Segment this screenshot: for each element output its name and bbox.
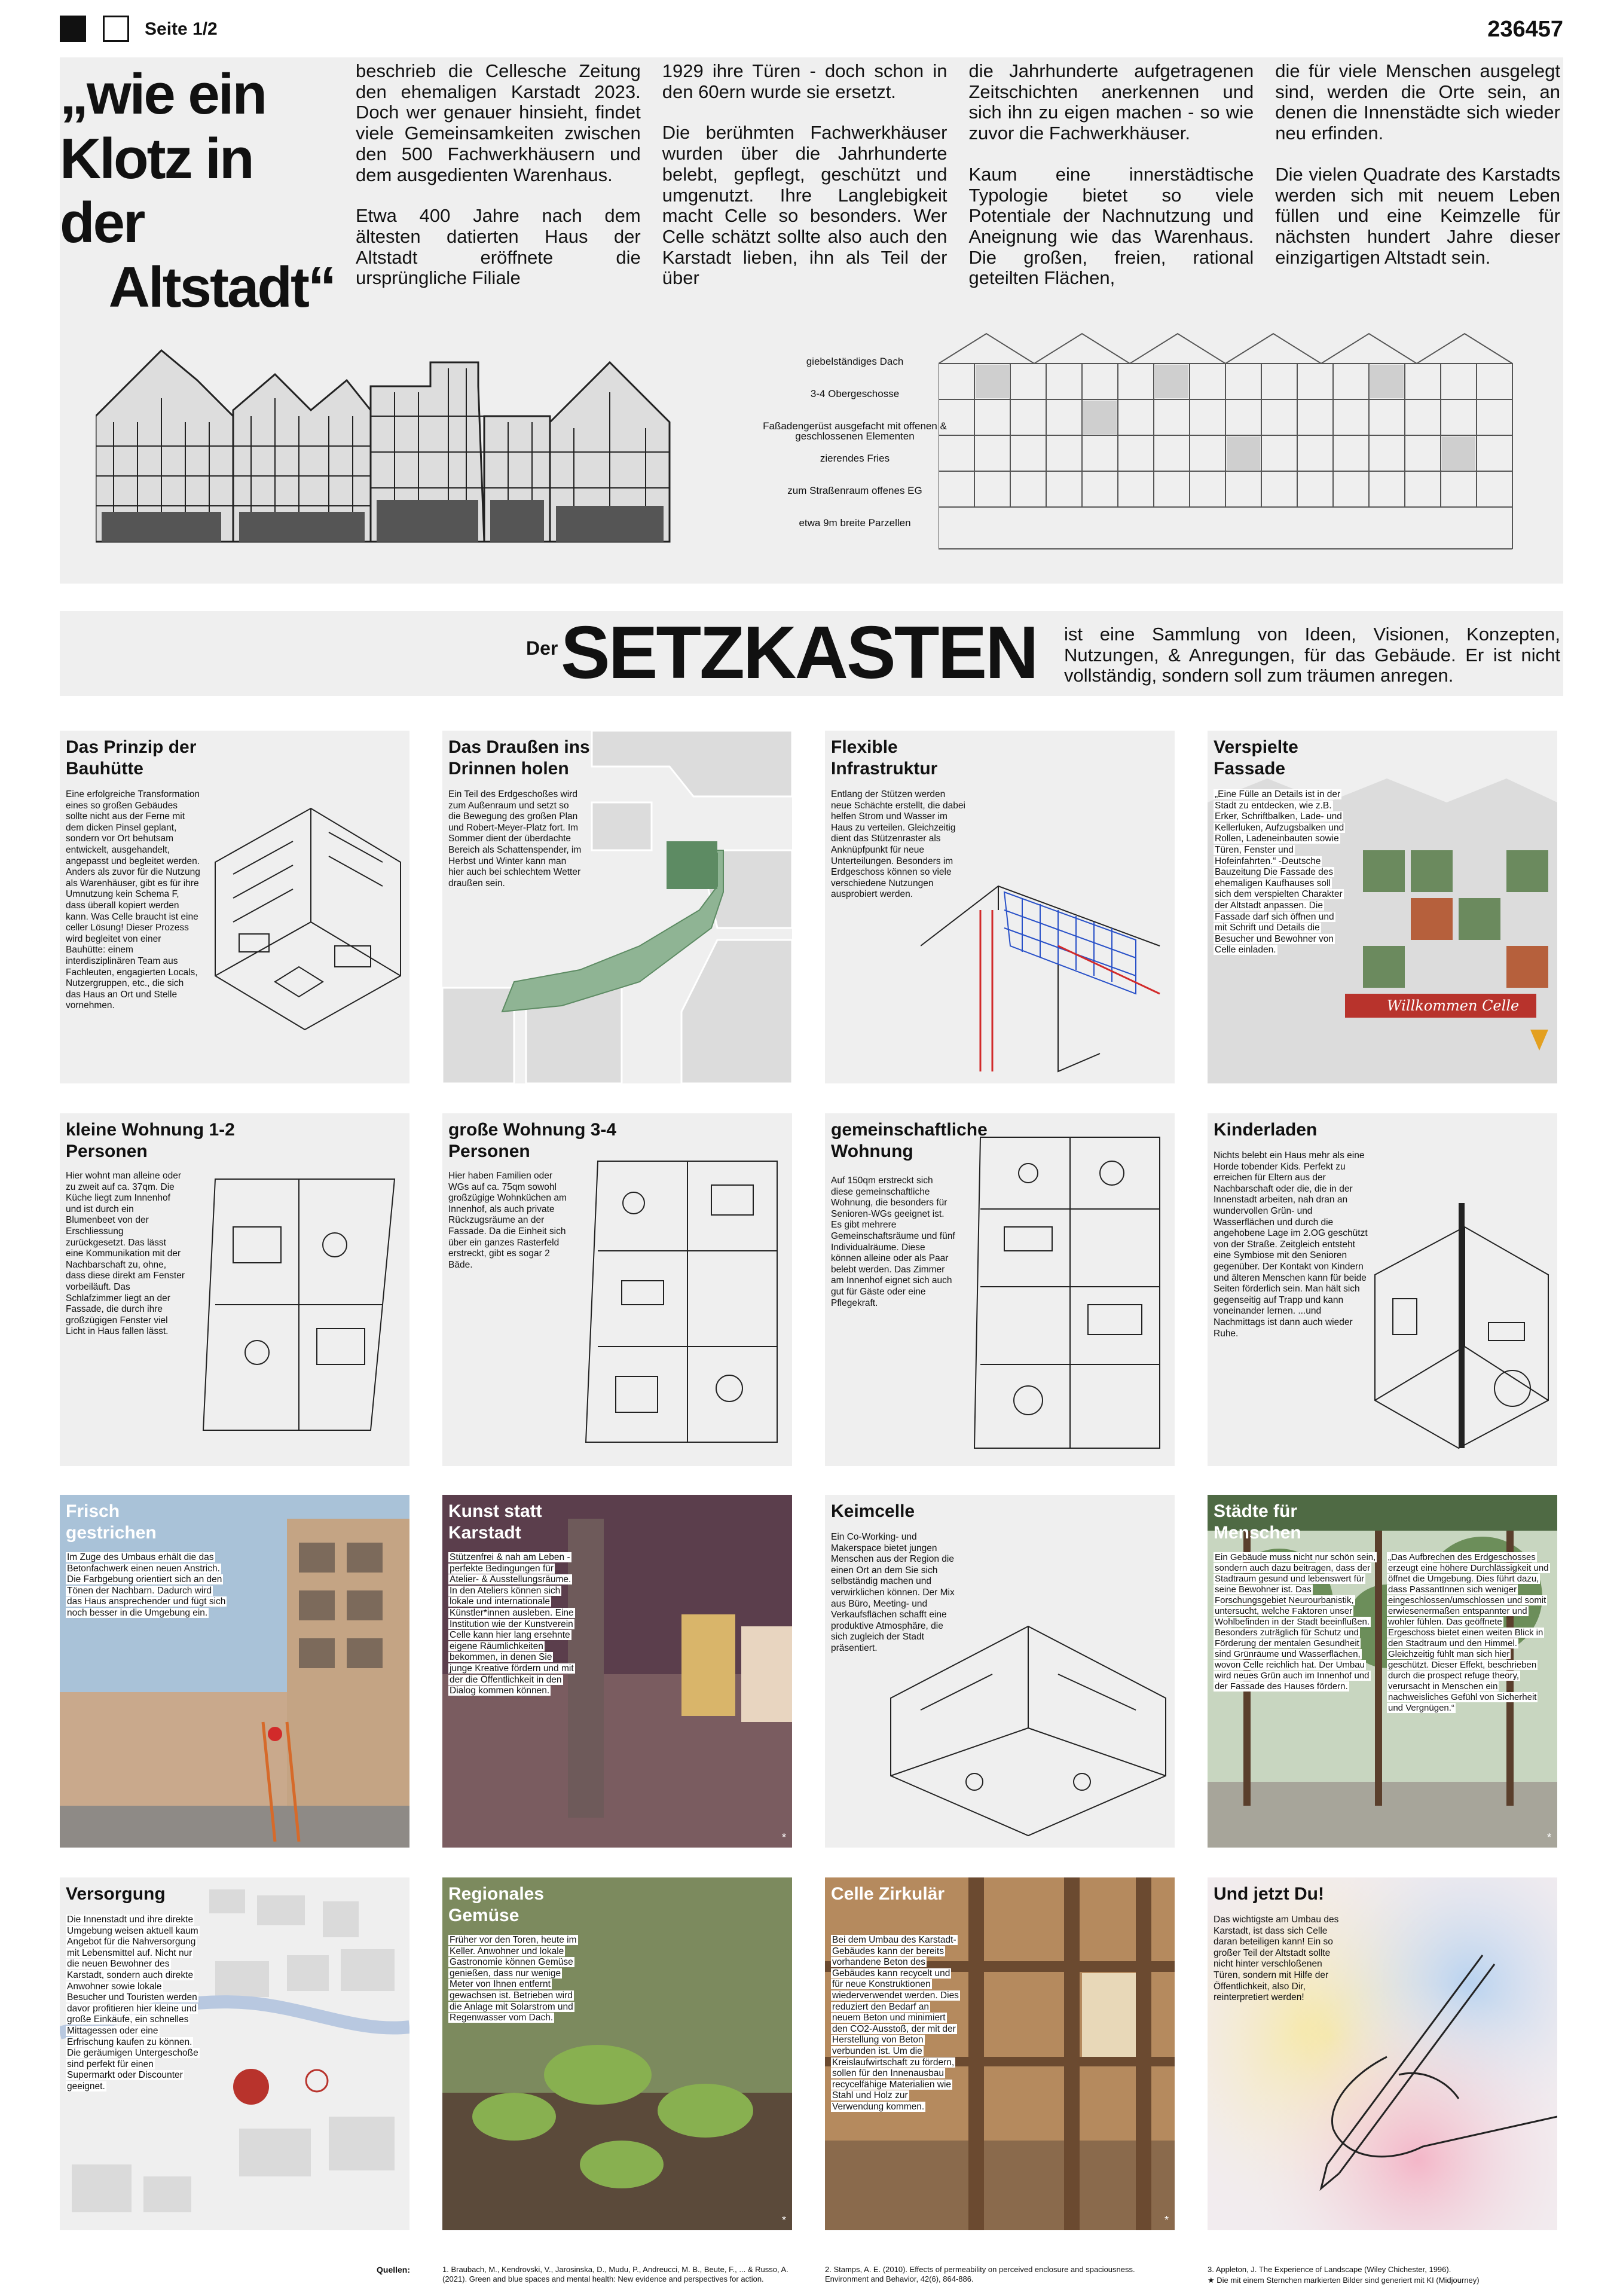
card-kinderladen — [1208, 1113, 1557, 1466]
card-text — [1214, 1552, 1378, 1692]
card-title: Frisch gestrichen — [66, 1501, 157, 1543]
card-text — [66, 1552, 227, 1619]
card-regionales-gemuese — [442, 1877, 792, 2230]
card-text-content: Früher vor den Toren, heute im Keller. Anwohner und lokale Gastronomie können Gemüse genießen, dass nur wenige Meter von Ihnen entfernt gewachsen ist. Betrieben wird die Anlage mit Solarstrom und Regenwasser vom Dach. — [450, 1935, 577, 2023]
card-text — [448, 1935, 577, 2024]
card-title: gemeinschaftliche Wohnung — [831, 1120, 988, 1161]
empty-square-icon — [103, 16, 129, 42]
card-text: Entlang der Stützen werden neue Schächte erstellt, die dabei helfen Strom und Wasser im Haus zu verteilen. Gleichzeitig dient das Stützenraster als Anknüpfpunkt für neue Unterteilungen. Besonders im Erdgeschoss können so viele verschiedene Nutzungen ausprobiert werden. — [831, 789, 965, 900]
source-ai-note: ★ Die mit einem Sternchen markierten Bilder sind generiert mit KI (Midjourney) — [1208, 2276, 1480, 2285]
facade-feature: giebelständiges Dach — [806, 356, 904, 367]
card-text — [66, 1915, 203, 2093]
card-text — [1214, 789, 1345, 956]
intro-column-4 — [1275, 61, 1560, 276]
page-label: Seite 1/2 — [145, 19, 218, 39]
card-text — [831, 1935, 959, 2113]
card-text: Ein Teil des Erdgeschoßes wird zum Außenraum und setzt so die Bewegung des großen Plan und Robert-Meyer-Platz fort. Im Sommer dient der überdachte Bereich als Schattenspender, im Herbst und Winter kann man hier auch bei schlechtem Wetter draußen sein. — [448, 789, 582, 889]
top-bar — [60, 16, 1563, 43]
facade-feature: Faßadengerüst ausgefacht mit offenen & geschlossenen Elementen — [763, 420, 947, 442]
card-title: Celle Zirkulär — [831, 1884, 945, 1904]
intro-paragraph: Kaum eine innerstädtische Typologie bietet so viele Potentiale der Nachnutzung und Aneignung wie das Warenhaus. Die großen, freien, rational geteilten Flächen, — [968, 163, 1254, 289]
intro-paragraph: Etwa 400 Jahre nach dem ältesten datierten Haus der Altstadt eröffnete die ursprüngliche Filiale — [356, 205, 641, 289]
facade-feature: etwa 9m breite Parzellen — [799, 517, 911, 529]
kindergarten-isometric-sketch — [1369, 1203, 1554, 1454]
ai-generated-star: * — [781, 2214, 786, 2226]
card-title: große Wohnung 3-4 Personen — [448, 1120, 617, 1161]
card-text-content: „Eine Fülle an Details ist in der Stadt zu entdecken, wie z.B. Erker, Schriftbalken, Lade- und Kellerluken, Aufzugsbalken und Rollen, Ladeneinbauten sowie Türen, Fenster und Hofeinfahrten.“ -Deutsche Bauzeitung Die Fassade des ehemaligen Kaufhauses soll sich dem verspielten Charakter der Altstadt anpassen. Die Fassade darf sich öffnen und mit Schrift und Details die Besucher und Bewohner von Celle einladen. — [1215, 789, 1344, 955]
card-title: Städte für Menschen — [1214, 1501, 1301, 1543]
card-celle-zirkulaer — [825, 1877, 1175, 2230]
filled-square-icon — [60, 16, 86, 42]
card-text-content: Bei dem Umbau des Karstadt-Gebäudes kann der bereits vorhandene Beton des Gebäudes kann recycelt und für neue Konstruktionen wiederverwendet werden. Dies reduziert den Bedarf an neuem Beton und minimiert den CO2-Ausstoß, der mit der Herstellung von Beton verbunden ist. Um die Kreislaufwirtschaft zu fördern, sollen für den Innenausbau recycelfähige Materialien wie Stahl und Holz zur Verwendung kommen. — [832, 1935, 959, 2112]
card-infrastruktur — [825, 731, 1175, 1083]
card-versorgung — [60, 1877, 409, 2230]
headline-quote — [60, 62, 335, 319]
intro-paragraph: beschrieb die Cellesche Zeitung den ehemaligen Karstadt 2023. Doch wer genauer hinsieht, findet viele Gemeinsamkeiten zwischen den 500 Fachwerkhäusern und dem ausgedienten Warenhaus. — [356, 60, 641, 185]
facade-sign-text: Willkommen Celle — [1387, 997, 1520, 1014]
intro-paragraph: die Jahrhunderte aufgetragenen Zeitschichten anerkennen und sich ihn zu eigen machen - so wie zuvor die Fachwerkhäuser. — [968, 60, 1254, 144]
card-title: kleine Wohnung 1-2 Personen — [66, 1120, 235, 1161]
card-bauhuette — [60, 731, 409, 1083]
half-timbered-houses-image — [96, 344, 693, 548]
intro-paragraph: 1929 ihre Türen - doch schon in den 60ern wurde sie ersetzt. — [662, 60, 947, 102]
headline-line-2: Klotz in der — [60, 126, 253, 255]
card-staedte-fuer-menschen — [1208, 1495, 1557, 1848]
intro-column-2 — [662, 60, 947, 289]
card-grosse-wohnung — [442, 1113, 792, 1466]
facade-feature: zierendes Fries — [820, 453, 890, 464]
card-gemeinschaftliche-wohnung — [825, 1113, 1175, 1466]
card-text: Hier haben Familien oder WGs auf ca. 75qm sowohl großzügige Wohnküchen am Innenhof, als auch private Rückzugsräume an der Fassade. Da die Einheit sich über ein ganzes Rasterfeld erstreckt, gibt es sogar 2 Bäde. — [448, 1171, 567, 1270]
intro-column-3 — [968, 60, 1254, 289]
card-kunst-statt-karstadt — [442, 1495, 792, 1848]
card-fassade — [1208, 731, 1557, 1083]
isometric-workshop-sketch — [203, 784, 406, 1042]
card-text: Ein Co-Working- und Makerspace bietet jungen Menschen aus der Region die einen Ort an dem Sie sich selbständig machen und verwirklichen können. Der Mix aus Büro, Meeting- und Verkaufsflächen schafft eine produktive Atmosphäre, die sich zugleich der Stadt präsentiert. — [831, 1532, 955, 1653]
card-title: Das Prinzip der Bauhütte — [66, 737, 197, 778]
card-title: Verspielte Fassade — [1214, 737, 1298, 778]
card-text — [448, 1552, 577, 1697]
intro-column-1 — [356, 60, 641, 289]
card-title: Keimcelle — [831, 1501, 915, 1521]
setzkasten-band — [60, 611, 1563, 696]
karstadt-elevation-drawing — [939, 328, 1536, 555]
source-1: 1. Braubach, M., Kendrovski, V., Jarosinska, D., Mudu, P., Andreucci, M. B., Beute, F., ... & Russo, A. (2021). Green and blue spaces and mental health: New evidence and perspectives for action. — [442, 2265, 788, 2284]
card-text-content: Im Zuge des Umbaus erhält die das Betonfachwerk einen neuen Anstrich. Die Farbgebung orientiert sich an den Tönen der Nachbarn. Dadurch wird das Haus ansprechender und fügt sich noch besser in die Umgebung ein. — [67, 1552, 226, 1618]
headline-line-1: „wie ein — [60, 62, 266, 126]
source-2: 2. Stamps, A. E. (2010). Effects of permeability on perceived enclosure and spaciousness. Environment and Behavior, 42(6), 864-886. — [825, 2265, 1135, 2284]
intro-paragraph: Die berühmten Fachwerkhäuser wurden über die Jahrhunderte belebt, gepflegt, geschützt und umgenutzt. Ihre Langlebigkeit macht Celle so besonders. Wer Celle schätzt sollte also auch den Karstadt lieben, ihn als Teil der über — [662, 122, 947, 289]
card-text: Eine erfolgreiche Transformation eines so großen Gebäudes sollte nicht aus der Ferne mit dem dicken Pinsel geplant, sondern vor Ort behutsam entwickelt, ausgehandelt, angepasst und begleitet werden. Anders als zuvor für die Nutzung als Warenhäuser, gibt es für ihre Umnutzung kein Schema F, dass überall kopiert werden kann. Was Celle braucht ist eine celler Lösung! Dieser Prozess wird begleitet von einer Bauhütte: einem interdisziplinären Team aus Fachleuten, engagierten Locals, Nutzergruppen, etc., die sich das Haus an Ort und Stelle vornehmen. — [66, 789, 200, 1011]
card-text-content: Ein Gebäude muss nicht nur schön sein, sondern auch dazu beitragen, dass der Stadtraum gesund und lebenswert für seine Bewohner ist. Das Forschungsgebiet Neurourbanistik, untersucht, welche Faktoren unser Wohlbefinden in der Stadt beeinflußen. Besonders zuträglich für Schutz und Förderung der mentalen Gesundheit sind Grünräume und Wasserflächen, wovon Celle reichlich hat. Der Umbau wird neues Grün auch im Innenhof und der Fassade des Hauses fördern. — [1215, 1552, 1376, 1692]
large-apartment-floorplan — [574, 1149, 789, 1454]
intro-paragraph: die für viele Menschen ausgelegt sind, werden die Orte sein, an denen die Innenstädte sich wieder neu erfinden. — [1275, 60, 1560, 144]
card-title: Flexible Infrastruktur — [831, 737, 938, 778]
card-text: Das wichtigste am Umbau des Karstadt, ist dass sich Celle daran beteiligen kann! Ein so großer Teil der Altstadt sollte nicht hinter verschloßenen Türen, sondern mit Hilfe der Öffentlichkeit, also Dir, reinterpretiert werden! — [1214, 1915, 1339, 2003]
card-title: Das Draußen ins Drinnen holen — [448, 737, 590, 778]
card-kleine-wohnung — [60, 1113, 409, 1466]
setzkasten-article: Der — [526, 637, 558, 659]
infrastructure-shaft-sketch — [921, 874, 1172, 1077]
card-title: Regionales Gemüse — [448, 1884, 545, 1925]
card-title: Kinderladen — [1214, 1120, 1318, 1140]
card-text-content: „Das Aufbrechen des Erdgeschosses erzeugt eine höhere Durchlässigkeit und öffnet die Umgebung. Dies führt dazu, dass PassantInnen sich weniger eingeschlossen/umschlossen und somit erwiesenermaßen entspannter und wohler fühlen. Das geöffnete Ergeschoss bietet einen weiten Blick in den Stadtraum und den Himmel. Gleichzeitig fühlt man sich hier geschützt. Dieser Effekt, beschrieben durch die prospect refuge theory, verursacht in Menschen ein nachweisliches Gefühl von Sicherheit und Vergnügen.“ — [1388, 1552, 1549, 1713]
card-text-content: Stützenfrei & nah am Leben - perfekte Bedingungen für Atelier- & Ausstellungsräume. In den Ateliers können sich lokale und internationale Künstler*innen ausleben. Eine Institution wie der Kunstverein Celle kann hier lang ersehnte eigene Räumlichkeiten bekommen, in denen Sie junge Kreative fördern und mit der die Öffentlichkeit in den Dialog kommen können. — [450, 1552, 574, 1696]
card-frisch-gestrichen — [60, 1495, 409, 1848]
site-plan-map — [442, 731, 792, 1083]
facade-feature-list — [753, 356, 956, 550]
ai-generated-star: * — [781, 1831, 786, 1843]
card-draussen — [442, 731, 792, 1083]
card-und-jetzt-du — [1208, 1877, 1557, 2230]
card-title: Versorgung — [66, 1884, 166, 1904]
painted-facade-photo — [60, 1495, 409, 1848]
ai-generated-star: * — [1546, 1831, 1551, 1843]
intro-paragraph: Die vielen Quadrate des Karstadts werden sich mit neuem Leben füllen und eine Keimzelle für nächsten hundert Jahre dieser einzigartigen Altstadt sein. — [1275, 163, 1560, 268]
source-3: 3. Appleton, J. The Experience of Landscape (Wiley Chichester, 1996). — [1208, 2265, 1451, 2274]
card-keimcelle — [825, 1495, 1175, 1848]
sources-label: Quellen: — [377, 2265, 411, 2274]
vegetable-garden-photo — [442, 1877, 792, 2230]
card-text: Hier wohnt man alleine oder zu zweit auf ca. 37qm. Die Küche liegt zum Innenhof und ist durch ein Blumenbeet von der Erschliessung zurückgesetzt. Das lässt eine Kommunikation mit der Nachbarschaft zu, ohne, dass diese direkt am Fenster vorbeiläuft. Das Schlafzimmer liegt an der Fassade, die durch ihre großzügigen Fenster viel Licht in Haus fallen lässt. — [66, 1171, 185, 1337]
small-apartment-floorplan — [191, 1155, 406, 1454]
facade-feature: 3-4 Obergeschosse — [810, 388, 900, 399]
facade-feature: zum Straßenraum offenes EG — [787, 485, 922, 496]
intro-panel — [60, 57, 1563, 584]
setzkasten-description: ist eine Sammlung von Ideen, Visionen, Konzepten, Nutzungen, & Anregungen, für das Gebäude. Er ist nicht vollständig, sondern soll zum träumen anregen. — [1064, 624, 1560, 686]
card-text: Auf 150qm erstreckt sich diese gemeinschaftliche Wohnung, die besonders für Senioren-WGs geeignet ist. Es gibt mehrere Gemeinschaftsräume und fünf Individualräume. Diese können alleine oder als Paar belebt werden. Das Zimmer am Innenhof eignet sich auch gut für Gäste oder eine Pflegekraft. — [831, 1176, 955, 1308]
card-text: Nichts belebt ein Haus mehr als eine Horde tobender Kids. Perfekt zu erreichen für Eltern aus der Nachbarschaft oder die, die in der Innenstadt arbeiten, nah dran an wundervollen Grün- und Wasserflächen und durch die angehobene Lage im 2.OG geschützt von der Straße. Zeitgleich entsteht eine Symbiose mit den Senioren gegenüber. Der Kontakt von Kindern und älteren Menschen kann für beide Seiten förderlich sein. Man hält sich gegenseitig auf Trapp und kann voneinander lernen. ...und Nachmittags ist dann auch wieder Ruhe. — [1214, 1150, 1368, 1339]
card-title: Kunst statt Karstadt — [448, 1501, 542, 1543]
intro-columns — [356, 60, 1560, 289]
headline-line-3: Altstadt“ — [108, 255, 335, 319]
card-title: Und jetzt Du! — [1214, 1884, 1324, 1904]
setzkasten-title: SETZKASTEN — [561, 612, 1037, 694]
ai-generated-star: * — [1164, 2214, 1169, 2226]
card-text-quote — [1387, 1552, 1551, 1714]
card-text-content: Die Innenstadt und ihre direkte Umgebung weisen aktuell kaum Angebot für die Nahversorgung mit Lebensmittel auf. Nicht nur die neuen Bewohner des Karstadt, sondern auch direkte Anwohner sowie lokale Besucher und Touristen werden davor profitieren hier kleine und große Einkäufe, ein schnelles Mittagessen oder eine Erfrischung kaufen zu können. Die geräumigen Untergeschoße sind perfekt für einen Supermarkt oder Discounter geeignet. — [67, 1915, 198, 2092]
document-number: 236457 — [1487, 17, 1563, 42]
shared-apartment-floorplan — [962, 1125, 1172, 1460]
